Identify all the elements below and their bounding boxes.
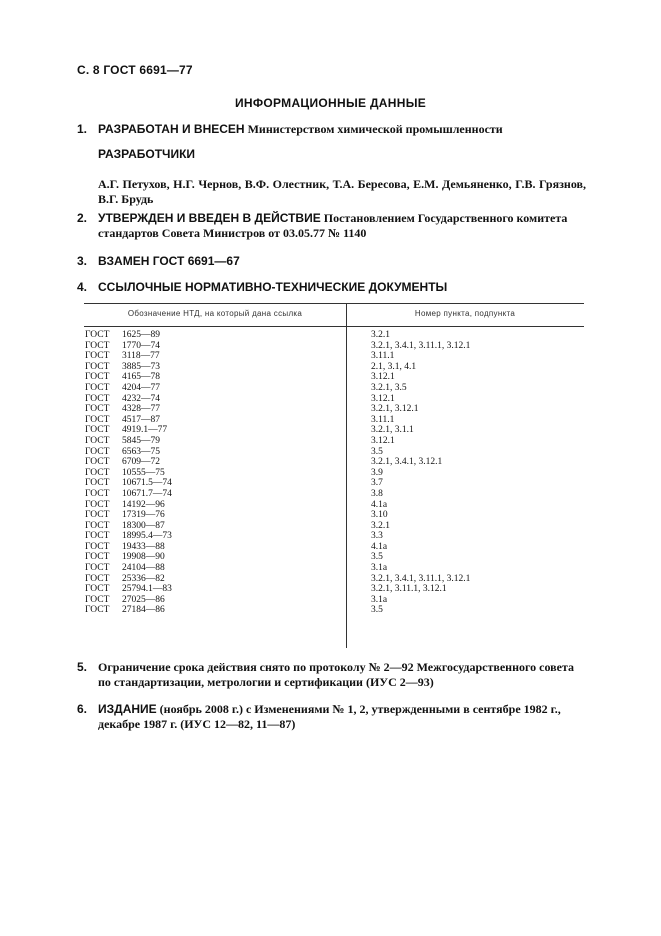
row-prefix: ГОСТ	[85, 541, 110, 552]
section-caption: УТВЕРЖДЕН И ВВЕДЕН В ДЕЙСТВИЕ	[98, 211, 321, 225]
row-clause-reference: 2.1, 3.1, 4.1	[371, 361, 417, 372]
section-text: Ограничение срока действия снято по протоколу № 2—92 Межгосударственного совета по стандартизации, метрологии и сертификации (ИУС 2—93)	[98, 660, 575, 689]
section-number: 5.	[77, 660, 88, 674]
row-prefix: ГОСТ	[85, 594, 110, 605]
section-text: Министерством химической промышленности	[244, 122, 503, 136]
row-standard-number: 19908—90	[122, 552, 165, 563]
row-clause-reference: 3.2.1, 3.5	[371, 382, 407, 393]
row-standard-number: 25336—82	[122, 573, 165, 584]
row-standard-number: 3885—73	[122, 361, 160, 372]
row-prefix: ГОСТ	[85, 520, 110, 531]
table-row	[84, 605, 584, 616]
table-row	[84, 404, 584, 415]
row-standard-number: 4165—78	[122, 372, 160, 383]
row-clause-reference: 3.12.1	[371, 393, 395, 404]
row-standard-number: 25794.1—83	[122, 584, 172, 595]
column-divider	[346, 303, 347, 648]
row-prefix: ГОСТ	[85, 446, 110, 457]
row-prefix: ГОСТ	[85, 340, 110, 351]
row-standard-number: 17319—76	[122, 510, 165, 521]
section-5	[77, 660, 585, 690]
column-header-ntd: Обозначение НТД, на который дана ссылка	[127, 309, 303, 318]
row-prefix: ГОСТ	[85, 467, 110, 478]
table-row	[84, 436, 584, 447]
row-clause-reference: 4.1а	[371, 499, 388, 510]
table-row	[84, 489, 584, 500]
section-4	[77, 280, 585, 295]
row-clause-reference: 3.2.1, 3.11.1, 3.12.1	[371, 584, 447, 595]
table-row	[84, 563, 584, 574]
table-row	[84, 584, 584, 595]
row-prefix: ГОСТ	[85, 404, 110, 415]
row-standard-number: 10671.5—74	[122, 478, 172, 489]
table-row	[84, 468, 584, 479]
row-clause-reference: 3.2.1	[371, 520, 390, 531]
page-header: С. 8 ГОСТ 6691—77	[77, 63, 193, 77]
section-caption: ССЫЛОЧНЫЕ НОРМАТИВНО-ТЕХНИЧЕСКИЕ ДОКУМЕНТЫ	[98, 280, 448, 294]
section-caption: ИЗДАНИЕ	[98, 702, 157, 716]
table-row	[84, 362, 584, 373]
row-prefix: ГОСТ	[85, 372, 110, 383]
row-clause-reference: 3.5	[371, 605, 383, 616]
row-standard-number: 1625—89	[122, 330, 160, 340]
row-standard-number: 6563—75	[122, 446, 160, 457]
row-clause-reference: 3.3	[371, 531, 383, 542]
row-standard-number: 3118—77	[122, 351, 160, 362]
row-clause-reference: 3.5	[371, 446, 383, 457]
row-standard-number: 5845—79	[122, 435, 160, 446]
references-table	[84, 303, 584, 616]
developers-names: А.Г. Петухов, Н.Г. Чернов, В.Ф. Олестник, Т.А. Бересова, Е.М. Демьяненко, Г.В. Грязнов, В.Г. Брудь	[98, 177, 586, 206]
row-clause-reference: 3.2.1, 3.4.1, 3.12.1	[371, 457, 443, 468]
row-prefix: ГОСТ	[85, 499, 110, 510]
row-standard-number: 10671.7—74	[122, 488, 172, 499]
row-prefix: ГОСТ	[85, 584, 110, 595]
section-6	[77, 702, 585, 732]
row-clause-reference: 3.1а	[371, 563, 388, 574]
row-prefix: ГОСТ	[85, 552, 110, 563]
section-number: 4.	[77, 280, 88, 294]
row-prefix: ГОСТ	[85, 457, 110, 468]
section-number: 1.	[77, 122, 88, 136]
row-standard-number: 4517—87	[122, 414, 160, 425]
table-row	[84, 552, 584, 563]
row-clause-reference: 3.11.1	[371, 414, 395, 425]
section-2	[77, 211, 585, 241]
section-number: 2.	[77, 211, 88, 225]
section-number: 6.	[77, 702, 88, 716]
row-standard-number: 6709—72	[122, 457, 160, 468]
table-row	[84, 341, 584, 352]
row-clause-reference: 3.12.1	[371, 372, 395, 383]
table-row	[84, 531, 584, 542]
row-prefix: ГОСТ	[85, 393, 110, 404]
row-prefix: ГОСТ	[85, 414, 110, 425]
row-prefix: ГОСТ	[85, 563, 110, 574]
row-standard-number: 4919.1—77	[122, 425, 168, 436]
row-standard-number: 14192—96	[122, 499, 165, 510]
row-prefix: ГОСТ	[85, 478, 110, 489]
row-standard-number: 4204—77	[122, 382, 160, 393]
section-caption: РАЗРАБОТАН И ВНЕСЕН	[98, 122, 245, 136]
section-number: 3.	[77, 254, 88, 268]
page-title: ИНФОРМАЦИОННЫЕ ДАННЫЕ	[234, 96, 427, 110]
row-prefix: ГОСТ	[85, 488, 110, 499]
row-standard-number: 18995.4—73	[122, 531, 172, 542]
section-caption: ВЗАМЕН ГОСТ 6691—67	[98, 254, 240, 268]
row-standard-number: 24104—88	[122, 563, 165, 574]
row-standard-number: 10555—75	[122, 467, 165, 478]
table-row	[84, 383, 584, 394]
row-prefix: ГОСТ	[85, 605, 110, 616]
table-row	[84, 457, 584, 468]
table-row	[84, 510, 584, 521]
table-row	[84, 521, 584, 532]
row-clause-reference: 4.1а	[371, 541, 388, 552]
section-text: (ноябрь 2008 г.) с Изменениями № 1, 2, утвержденными в сентябре 1982 г., декабре 1987 г. (ИУС 12—82, 11—87)	[98, 702, 561, 731]
row-standard-number: 4328—77	[122, 404, 160, 415]
row-prefix: ГОСТ	[85, 573, 110, 584]
table-header	[84, 303, 584, 327]
table-row	[84, 542, 584, 553]
table-row	[84, 478, 584, 489]
row-clause-reference: 3.10	[371, 510, 388, 521]
table-row	[84, 372, 584, 383]
row-clause-reference: 3.2.1, 3.4.1, 3.11.1, 3.12.1	[371, 340, 471, 351]
row-prefix: ГОСТ	[85, 330, 110, 340]
row-standard-number: 27184—86	[122, 605, 165, 616]
row-clause-reference: 3.2.1, 3.1.1	[371, 425, 414, 436]
row-standard-number: 1770—74	[122, 340, 160, 351]
table-row	[84, 425, 584, 436]
row-clause-reference: 3.2.1, 3.12.1	[371, 404, 419, 415]
section-text: Постановлением Государственного комитета стандартов Совета Министров от 03.05.77 № 1140	[98, 211, 568, 240]
row-prefix: ГОСТ	[85, 382, 110, 393]
row-prefix: ГОСТ	[85, 361, 110, 372]
row-prefix: ГОСТ	[85, 510, 110, 521]
table-row	[84, 595, 584, 606]
row-clause-reference: 3.5	[371, 552, 383, 563]
table-row	[84, 500, 584, 511]
table-row	[84, 447, 584, 458]
table-row	[84, 574, 584, 585]
row-standard-number: 27025—86	[122, 594, 165, 605]
developers-heading: РАЗРАБОТЧИКИ	[98, 147, 196, 161]
section-3	[77, 254, 585, 269]
row-clause-reference: 3.12.1	[371, 435, 395, 446]
row-clause-reference: 3.1а	[371, 594, 388, 605]
row-clause-reference: 3.9	[371, 467, 383, 478]
row-prefix: ГОСТ	[85, 435, 110, 446]
row-clause-reference: 3.2.1, 3.4.1, 3.11.1, 3.12.1	[371, 573, 471, 584]
row-prefix: ГОСТ	[85, 351, 110, 362]
row-standard-number: 18300—87	[122, 520, 165, 531]
table-row	[84, 351, 584, 362]
section-1	[77, 122, 585, 137]
row-prefix: ГОСТ	[85, 531, 110, 542]
column-header-clause: Номер пункта, подпункта	[414, 309, 516, 318]
table-row	[84, 330, 584, 341]
table-row	[84, 394, 584, 405]
row-clause-reference: 3.7	[371, 478, 383, 489]
row-clause-reference: 3.2.1	[371, 330, 390, 340]
row-prefix: ГОСТ	[85, 425, 110, 436]
table-row	[84, 415, 584, 426]
row-standard-number: 4232—74	[122, 393, 160, 404]
table-body	[84, 330, 584, 616]
row-standard-number: 19433—88	[122, 541, 165, 552]
row-clause-reference: 3.11.1	[371, 351, 395, 362]
row-clause-reference: 3.8	[371, 488, 383, 499]
